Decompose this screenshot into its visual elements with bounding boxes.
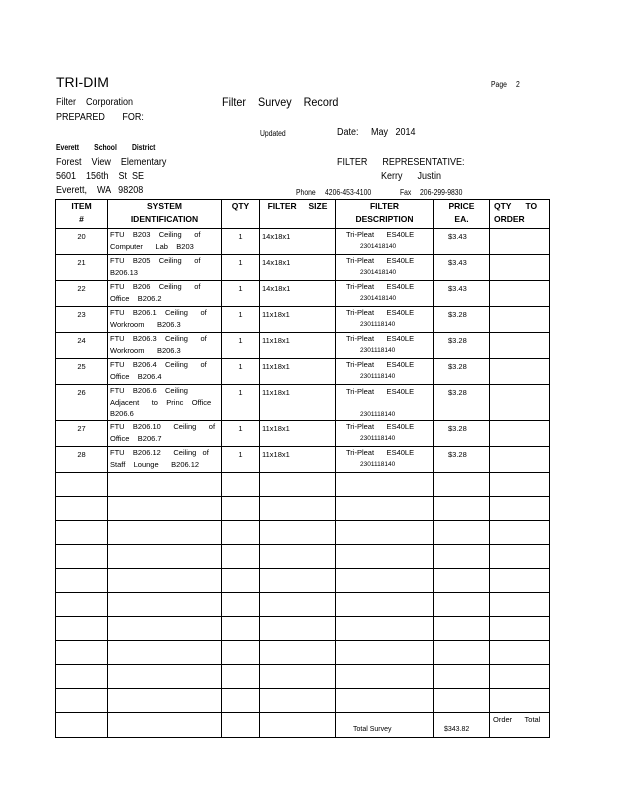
empty-cell (260, 473, 336, 497)
empty-cell (260, 617, 336, 641)
system-id-line: FTU B206 Ceiling of (110, 282, 201, 291)
system-identification (108, 255, 222, 281)
qty-to-order[interactable] (490, 307, 550, 333)
empty-cell (222, 713, 260, 738)
date-value: May 2014 (371, 127, 416, 138)
system-identification (108, 229, 222, 255)
empty-cell (108, 497, 222, 521)
price-each: $3.28 (434, 307, 490, 333)
empty-cell (108, 473, 222, 497)
system-id-line: FTU B206.3 Ceiling of (110, 334, 207, 343)
order-total-label: Order Total (493, 715, 541, 724)
form-title: Filter Survey Record (222, 95, 339, 109)
price-each: $3.43 (434, 255, 490, 281)
empty-cell (56, 497, 108, 521)
system-id-line: FTU B206.1 Ceiling of (110, 308, 207, 317)
system-id-line: Computer Lab B203 (110, 241, 194, 251)
col-filter-size-header: FILTER SIZE (260, 200, 336, 229)
system-id-line: B206.6 (110, 409, 134, 418)
school-district: Everett School District (56, 142, 156, 152)
empty-cell (108, 593, 222, 617)
quantity: 1 (222, 255, 260, 281)
empty-cell (222, 665, 260, 689)
empty-cell (434, 665, 490, 689)
system-id-line: Office B206.7 (110, 433, 162, 443)
system-id-line: FTU B206.6 Ceiling (110, 386, 188, 395)
empty-cell (56, 569, 108, 593)
empty-cell (434, 545, 490, 569)
system-id-line: FTU B206.12 Ceiling of (110, 448, 209, 457)
item-number: 20 (56, 229, 108, 255)
filter-size: 14x18x1 (260, 281, 336, 307)
empty-cell (336, 545, 434, 569)
empty-cell (56, 713, 108, 738)
quantity: 1 (222, 385, 260, 421)
part-number: 2301118140 (360, 346, 396, 354)
empty-cell (336, 473, 434, 497)
empty-cell (108, 641, 222, 665)
system-identification (108, 307, 222, 333)
price-each: $3.43 (434, 281, 490, 307)
empty-cell (222, 473, 260, 497)
empty-cell (434, 617, 490, 641)
empty-cell (260, 545, 336, 569)
filter-description (336, 229, 434, 255)
system-id-line: Adjacent to Princ Office (110, 397, 212, 407)
filter-description (336, 385, 434, 421)
total-survey-value: $343.82 (444, 725, 470, 733)
filter-size: 14x18x1 (260, 229, 336, 255)
system-identification (108, 421, 222, 447)
empty-cell (56, 617, 108, 641)
filter-description (336, 359, 434, 385)
empty-cell (108, 545, 222, 569)
col-item-header: ITEM # (56, 200, 108, 229)
table-row (56, 307, 550, 333)
part-number: 2301118140 (360, 460, 396, 468)
price-each: $3.28 (434, 333, 490, 359)
empty-cell (108, 665, 222, 689)
empty-cell (56, 545, 108, 569)
empty-cell (260, 689, 336, 713)
system-identification (108, 359, 222, 385)
table-row (56, 359, 550, 385)
system-id-line: Office B206.4 (110, 371, 162, 381)
empty-cell (56, 521, 108, 545)
blank-row (56, 497, 550, 521)
filter-survey-table (55, 199, 550, 738)
quantity: 1 (222, 447, 260, 473)
empty-cell[interactable] (490, 689, 550, 713)
filter-description (336, 307, 434, 333)
system-identification (108, 333, 222, 359)
filter-size: 11x18x1 (260, 447, 336, 473)
empty-cell[interactable] (490, 545, 550, 569)
system-id-line: FTU B206.4 Ceiling of (110, 360, 207, 369)
empty-cell (222, 569, 260, 593)
filter-type: Tri-Pleat ES40LE (346, 282, 415, 291)
part-number: 2301418140 (360, 268, 397, 276)
item-number: 22 (56, 281, 108, 307)
filter-size: 11x18x1 (260, 421, 336, 447)
quantity: 1 (222, 229, 260, 255)
empty-cell[interactable] (490, 497, 550, 521)
empty-cell[interactable] (490, 473, 550, 497)
qty-to-order[interactable] (490, 281, 550, 307)
col-price-header: PRICE EA. (434, 200, 490, 229)
item-number: 24 (56, 333, 108, 359)
filter-description (336, 281, 434, 307)
blank-row (56, 521, 550, 545)
quantity: 1 (222, 281, 260, 307)
item-number: 28 (56, 447, 108, 473)
school-name: Forest View Elementary (56, 157, 167, 168)
empty-cell (108, 569, 222, 593)
empty-cell (260, 569, 336, 593)
filter-type: Tri-Pleat ES40LE (346, 387, 415, 396)
price-each: $3.28 (434, 447, 490, 473)
empty-cell (336, 689, 434, 713)
system-id-line: Workroom B206.3 (110, 319, 181, 329)
table-row (56, 385, 550, 421)
blank-row (56, 593, 550, 617)
system-id-line: Staff Lounge B206.12 (110, 459, 200, 469)
empty-cell[interactable] (490, 521, 550, 545)
part-number: 2301118140 (360, 372, 396, 380)
filter-size: 11x18x1 (260, 333, 336, 359)
empty-cell (56, 473, 108, 497)
empty-cell (108, 689, 222, 713)
empty-cell (260, 713, 336, 738)
price-each: $3.28 (434, 385, 490, 421)
filter-size: 11x18x1 (260, 385, 336, 421)
fax-label: Fax (400, 188, 412, 197)
quantity: 1 (222, 421, 260, 447)
filter-type: Tri-Pleat ES40LE (346, 360, 415, 369)
empty-cell (260, 593, 336, 617)
filter-type: Tri-Pleat ES40LE (346, 422, 415, 431)
empty-cell (222, 689, 260, 713)
filter-type: Tri-Pleat ES40LE (346, 308, 415, 317)
empty-cell[interactable] (490, 569, 550, 593)
total-survey-label: Total Survey (353, 725, 392, 733)
table-row (56, 281, 550, 307)
price-each: $3.28 (434, 359, 490, 385)
phone-label: Phone (296, 188, 316, 197)
empty-cell (336, 641, 434, 665)
empty-cell (336, 665, 434, 689)
empty-cell (336, 593, 434, 617)
empty-cell (434, 689, 490, 713)
qty-to-order[interactable] (490, 385, 550, 421)
system-id-line: Office B206.2 (110, 293, 162, 303)
table-row (56, 447, 550, 473)
empty-cell[interactable] (490, 593, 550, 617)
part-number: 2301118140 (360, 434, 396, 442)
qty-to-order[interactable] (490, 421, 550, 447)
date-label: Date: (337, 127, 359, 138)
filter-rep-label: FILTER REPRESENTATIVE: (337, 157, 465, 168)
address-line-2: Everett, WA 98208 (56, 185, 144, 196)
quantity: 1 (222, 307, 260, 333)
empty-cell (260, 521, 336, 545)
empty-cell (434, 497, 490, 521)
total-survey-cell (336, 713, 434, 738)
filter-description (336, 421, 434, 447)
qty-to-order[interactable] (490, 447, 550, 473)
col-filter-desc-header: FILTER DESCRIPTION (336, 200, 434, 229)
empty-cell (336, 521, 434, 545)
filter-description (336, 255, 434, 281)
blank-row (56, 473, 550, 497)
blank-row (56, 641, 550, 665)
totals-row (56, 713, 550, 738)
part-number: 2301118140 (360, 320, 396, 328)
empty-cell[interactable] (490, 665, 550, 689)
empty-cell (56, 689, 108, 713)
address-line-1: 5601 156th St SE (56, 171, 145, 182)
empty-cell (108, 617, 222, 641)
filter-description (336, 333, 434, 359)
table-row (56, 255, 550, 281)
qty-to-order[interactable] (490, 359, 550, 385)
empty-cell (56, 593, 108, 617)
item-number: 26 (56, 385, 108, 421)
blank-row (56, 617, 550, 641)
item-number: 21 (56, 255, 108, 281)
blank-row (56, 569, 550, 593)
empty-cell (434, 569, 490, 593)
empty-cell (56, 665, 108, 689)
empty-cell (222, 521, 260, 545)
empty-cell (222, 497, 260, 521)
filter-type: Tri-Pleat ES40LE (346, 230, 415, 239)
quantity: 1 (222, 359, 260, 385)
item-number: 23 (56, 307, 108, 333)
col-system-header: SYSTEM IDENTIFICATION (108, 200, 222, 229)
filter-description (336, 447, 434, 473)
part-number: 2301418140 (360, 294, 397, 302)
page-number: 2 (516, 80, 520, 89)
empty-cell (222, 641, 260, 665)
table-row (56, 333, 550, 359)
company-name: TRI-DIM (56, 74, 109, 90)
empty-cell (108, 713, 222, 738)
system-identification (108, 385, 222, 421)
empty-cell (222, 545, 260, 569)
qty-to-order[interactable] (490, 229, 550, 255)
empty-cell (434, 521, 490, 545)
empty-cell (434, 473, 490, 497)
fax-value: 206-299-9830 (420, 188, 463, 197)
table-row (56, 229, 550, 255)
price-each: $3.28 (434, 421, 490, 447)
blank-row (56, 545, 550, 569)
empty-cell (260, 497, 336, 521)
qty-to-order[interactable] (490, 255, 550, 281)
filter-rep-name: Kerry Justin (381, 171, 442, 182)
empty-cell (336, 497, 434, 521)
empty-cell (56, 641, 108, 665)
system-identification (108, 447, 222, 473)
empty-cell[interactable] (490, 641, 550, 665)
quantity: 1 (222, 333, 260, 359)
system-id-line: Workroom B206.3 (110, 345, 181, 355)
empty-cell (336, 569, 434, 593)
filter-size: 11x18x1 (260, 307, 336, 333)
filter-type: Tri-Pleat ES40LE (346, 256, 415, 265)
empty-cell (434, 641, 490, 665)
col-qty-header: QTY (222, 200, 260, 229)
filter-size: 11x18x1 (260, 359, 336, 385)
filter-type: Tri-Pleat ES40LE (346, 334, 415, 343)
system-id-line: B206.13 (110, 267, 138, 277)
system-identification (108, 281, 222, 307)
system-id-line: FTU B205 Ceiling of (110, 256, 201, 265)
part-number: 2301118140 (360, 410, 396, 418)
part-number: 2301418140 (360, 242, 397, 250)
empty-cell[interactable] (490, 617, 550, 641)
empty-cell (434, 593, 490, 617)
item-number: 25 (56, 359, 108, 385)
system-id-line: FTU B203 Ceiling of (110, 230, 201, 239)
item-number: 27 (56, 421, 108, 447)
empty-cell (336, 617, 434, 641)
price-each: $3.43 (434, 229, 490, 255)
company-subtitle: Filter Corporation (56, 97, 134, 108)
col-qty-order-header: QTY TO ORDER (490, 200, 550, 229)
total-survey-value-cell (434, 713, 490, 738)
empty-cell (260, 665, 336, 689)
table-row (56, 421, 550, 447)
updated-label: Updated (260, 129, 286, 138)
page-label: Page (491, 80, 507, 89)
blank-row (56, 689, 550, 713)
filter-type: Tri-Pleat ES40LE (346, 448, 415, 457)
table-header-row (56, 200, 550, 229)
empty-cell (222, 593, 260, 617)
order-total-cell[interactable] (490, 713, 550, 738)
filter-size: 14x18x1 (260, 255, 336, 281)
prepared-for-label: PREPARED FOR: (56, 112, 144, 123)
phone-value: 4206-453-4100 (325, 188, 372, 197)
qty-to-order[interactable] (490, 333, 550, 359)
empty-cell (108, 521, 222, 545)
system-id-line: FTU B206.10 Ceiling of (110, 422, 216, 431)
empty-cell (222, 617, 260, 641)
empty-cell (260, 641, 336, 665)
blank-row (56, 665, 550, 689)
